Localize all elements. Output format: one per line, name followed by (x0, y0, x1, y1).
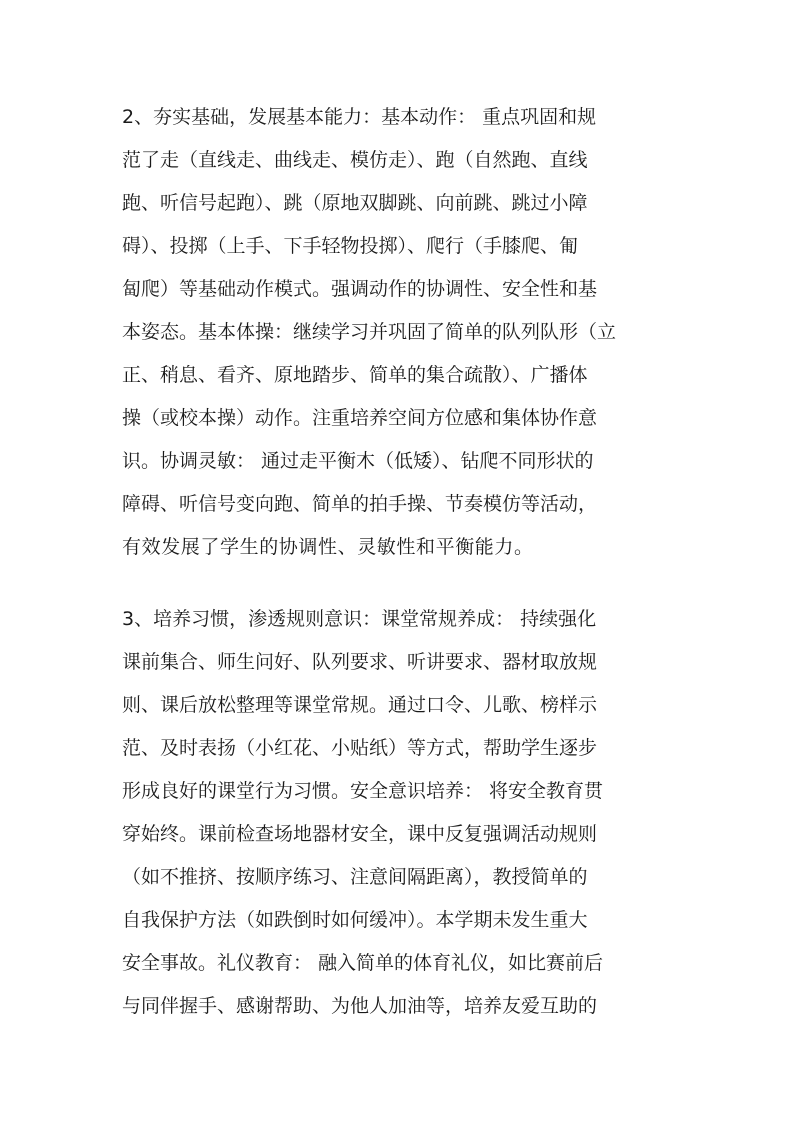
text-line: 2、夯实基础，发展基本能力：基本动作： 重点巩固和规 (122, 106, 597, 128)
text-line: 则、课后放松整理等课堂常规。通过口令、儿歌、榜样示 (122, 694, 598, 716)
text-line: 穿始终。课前检查场地器材安全，课中反复强调活动规则 (122, 823, 598, 845)
text-line: 范了走（直线走、曲线走、模仿走）、跑（自然跑、直线 (122, 149, 588, 171)
text-line: 与同伴握手、感谢帮助、为他人加油等，培养友爱互助的 (122, 995, 598, 1017)
text-line: 安全事故。礼仪教育： 融入简单的体育礼仪，如比赛前后 (122, 952, 604, 974)
text-line: 障碍、听信号变向跑、简单的拍手操、节奏模仿等活动， (122, 493, 598, 515)
text-line: （如不推挤、按顺序练习、注意间隔距离），教授简单的 (122, 866, 588, 888)
text-line: 操（或校本操）动作。注重培养空间方位感和集体协作意 (122, 407, 598, 429)
text-line: 跑、听信号起跑）、跳（原地双脚跳、向前跳、跳过小障 (122, 192, 588, 214)
text-line: 课前集合、师生问好、队列要求、听讲要求、器材取放规 (122, 651, 598, 673)
text-line: 正、稍息、看齐、原地踏步、简单的集合疏散）、广播体 (122, 364, 588, 386)
text-line: 有效发展了学生的协调性、灵敏性和平衡能力。 (122, 536, 534, 558)
text-line: 匐爬）等基础动作模式。强调动作的协调性、安全性和基 (122, 278, 598, 300)
text-line: 形成良好的课堂行为习惯。安全意识培养： 将安全教育贯 (122, 780, 604, 802)
text-line: 范、及时表扬（小红花、小贴纸）等方式，帮助学生逐步 (122, 737, 598, 759)
text-line: 本姿态。基本体操：继续学习并巩固了简单的队列队形（立 (122, 321, 617, 343)
text-line: 识。协调灵敏： 通过走平衡木（低矮）、钻爬不同形状的 (122, 450, 594, 472)
text-line: 自我保护方法（如跌倒时如何缓冲）。本学期未发生重大 (122, 909, 588, 931)
text-line: 碍）、投掷（上手、下手轻物投掷）、爬行（手膝爬、匍 (122, 235, 579, 257)
text-line: 3、培养习惯，渗透规则意识：课堂常规养成： 持续强化 (122, 608, 597, 630)
